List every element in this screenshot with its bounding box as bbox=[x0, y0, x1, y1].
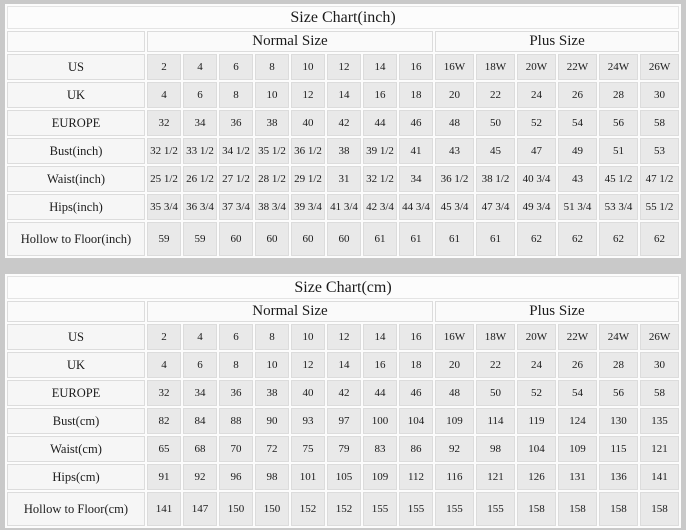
size-cell: 91 bbox=[147, 464, 181, 490]
size-cell: 16 bbox=[399, 324, 433, 350]
size-cell: 61 bbox=[363, 222, 397, 256]
row-label: UK bbox=[7, 352, 145, 378]
table-row bbox=[7, 464, 679, 490]
row-label: US bbox=[7, 324, 145, 350]
size-cell: 8 bbox=[219, 352, 253, 378]
row-label: Hips(cm) bbox=[7, 464, 145, 490]
row-label: Bust(cm) bbox=[7, 408, 145, 434]
size-cell: 62 bbox=[599, 222, 638, 256]
size-cell: 2 bbox=[147, 54, 181, 80]
size-cell: 53 3/4 bbox=[599, 194, 638, 220]
size-cell: 60 bbox=[327, 222, 361, 256]
size-cell: 152 bbox=[327, 492, 361, 526]
size-cell: 82 bbox=[147, 408, 181, 434]
size-cell: 49 bbox=[558, 138, 597, 164]
size-cell: 22W bbox=[558, 324, 597, 350]
size-cell: 60 bbox=[255, 222, 289, 256]
size-cell: 141 bbox=[640, 464, 679, 490]
size-cell: 45 bbox=[476, 138, 515, 164]
size-cell: 4 bbox=[147, 352, 181, 378]
size-cell: 24 bbox=[517, 352, 556, 378]
size-cell: 58 bbox=[640, 380, 679, 406]
size-cell: 97 bbox=[327, 408, 361, 434]
size-cell: 45 3/4 bbox=[435, 194, 474, 220]
size-cell: 61 bbox=[476, 222, 515, 256]
size-cell: 126 bbox=[517, 464, 556, 490]
size-cell: 109 bbox=[435, 408, 474, 434]
size-cell: 158 bbox=[640, 492, 679, 526]
size-cell: 56 bbox=[599, 110, 638, 136]
size-cell: 98 bbox=[255, 464, 289, 490]
size-cell: 32 bbox=[147, 110, 181, 136]
plus-size-header: Plus Size bbox=[435, 301, 679, 322]
table-row bbox=[7, 324, 679, 350]
size-cell: 130 bbox=[599, 408, 638, 434]
row-label: UK bbox=[7, 82, 145, 108]
size-cell: 90 bbox=[255, 408, 289, 434]
size-cell: 105 bbox=[327, 464, 361, 490]
size-cell: 53 bbox=[640, 138, 679, 164]
table-title: Size Chart(cm) bbox=[7, 276, 679, 299]
size-chart-cm bbox=[5, 274, 681, 528]
size-cell: 92 bbox=[435, 436, 474, 462]
size-cell: 12 bbox=[327, 54, 361, 80]
size-cell: 20 bbox=[435, 352, 474, 378]
size-cell: 54 bbox=[558, 110, 597, 136]
size-cell: 38 bbox=[255, 110, 289, 136]
normal-size-header: Normal Size bbox=[147, 31, 433, 52]
size-cell: 20W bbox=[517, 54, 556, 80]
size-cell: 22 bbox=[476, 82, 515, 108]
size-cell: 35 1/2 bbox=[255, 138, 289, 164]
size-cell: 18W bbox=[476, 54, 515, 80]
size-cell: 84 bbox=[183, 408, 217, 434]
size-cell: 41 bbox=[399, 138, 433, 164]
size-cell: 42 bbox=[327, 380, 361, 406]
size-cell: 39 3/4 bbox=[291, 194, 325, 220]
size-cell: 34 bbox=[183, 110, 217, 136]
size-cell: 6 bbox=[219, 54, 253, 80]
size-cell: 44 3/4 bbox=[399, 194, 433, 220]
size-cell: 24W bbox=[599, 54, 638, 80]
size-cell: 42 3/4 bbox=[363, 194, 397, 220]
size-cell: 141 bbox=[147, 492, 181, 526]
size-cell: 42 bbox=[327, 110, 361, 136]
row-label: Hollow to Floor(inch) bbox=[7, 222, 145, 256]
size-cell: 115 bbox=[599, 436, 638, 462]
size-cell: 38 bbox=[255, 380, 289, 406]
size-cell: 155 bbox=[363, 492, 397, 526]
size-cell: 59 bbox=[147, 222, 181, 256]
size-cell: 38 3/4 bbox=[255, 194, 289, 220]
size-cell: 2 bbox=[147, 324, 181, 350]
size-cell: 47 1/2 bbox=[640, 166, 679, 192]
row-label: Waist(inch) bbox=[7, 166, 145, 192]
size-cell: 58 bbox=[640, 110, 679, 136]
size-cell: 10 bbox=[291, 324, 325, 350]
column-group-row bbox=[7, 301, 679, 322]
size-cell: 93 bbox=[291, 408, 325, 434]
size-cell: 62 bbox=[558, 222, 597, 256]
size-cell: 26 bbox=[558, 352, 597, 378]
size-cell: 14 bbox=[327, 352, 361, 378]
table-title: Size Chart(inch) bbox=[7, 6, 679, 29]
size-cell: 114 bbox=[476, 408, 515, 434]
size-chart-inch bbox=[5, 4, 681, 258]
size-cell: 121 bbox=[640, 436, 679, 462]
size-cell: 36 bbox=[219, 380, 253, 406]
table-row bbox=[7, 352, 679, 378]
size-cell: 124 bbox=[558, 408, 597, 434]
size-cell: 28 bbox=[599, 82, 638, 108]
size-cell: 26 1/2 bbox=[183, 166, 217, 192]
size-cell: 155 bbox=[435, 492, 474, 526]
size-cell: 36 bbox=[219, 110, 253, 136]
size-cell: 27 1/2 bbox=[219, 166, 253, 192]
size-cell: 16W bbox=[435, 54, 474, 80]
size-cell: 10 bbox=[255, 82, 289, 108]
size-cell: 31 bbox=[327, 166, 361, 192]
size-cell: 45 1/2 bbox=[599, 166, 638, 192]
row-label: Waist(cm) bbox=[7, 436, 145, 462]
size-cell: 88 bbox=[219, 408, 253, 434]
size-cell: 62 bbox=[517, 222, 556, 256]
size-cell: 40 bbox=[291, 110, 325, 136]
size-cell: 75 bbox=[291, 436, 325, 462]
size-cell: 26W bbox=[640, 324, 679, 350]
size-cell: 46 bbox=[399, 110, 433, 136]
size-cell: 48 bbox=[435, 110, 474, 136]
size-cell: 16 bbox=[399, 54, 433, 80]
size-cell: 51 bbox=[599, 138, 638, 164]
size-cell: 52 bbox=[517, 380, 556, 406]
size-cell: 20 bbox=[435, 82, 474, 108]
size-cell: 30 bbox=[640, 82, 679, 108]
size-cell: 79 bbox=[327, 436, 361, 462]
table-row bbox=[7, 110, 679, 136]
size-cell: 96 bbox=[219, 464, 253, 490]
size-cell: 116 bbox=[435, 464, 474, 490]
size-table bbox=[5, 274, 681, 528]
size-cell: 104 bbox=[517, 436, 556, 462]
size-cell: 32 bbox=[147, 380, 181, 406]
size-cell: 150 bbox=[219, 492, 253, 526]
size-cell: 10 bbox=[255, 352, 289, 378]
size-cell: 48 bbox=[435, 380, 474, 406]
size-cell: 155 bbox=[399, 492, 433, 526]
size-cell: 72 bbox=[255, 436, 289, 462]
size-cell: 44 bbox=[363, 110, 397, 136]
size-cell: 59 bbox=[183, 222, 217, 256]
size-cell: 33 1/2 bbox=[183, 138, 217, 164]
size-cell: 158 bbox=[599, 492, 638, 526]
size-cell: 12 bbox=[291, 352, 325, 378]
size-cell: 18 bbox=[399, 82, 433, 108]
size-cell: 6 bbox=[183, 82, 217, 108]
size-cell: 22W bbox=[558, 54, 597, 80]
size-cell: 25 1/2 bbox=[147, 166, 181, 192]
size-cell: 14 bbox=[327, 82, 361, 108]
size-cell: 100 bbox=[363, 408, 397, 434]
size-cell: 32 1/2 bbox=[363, 166, 397, 192]
size-cell: 158 bbox=[558, 492, 597, 526]
size-cell: 18 bbox=[399, 352, 433, 378]
size-cell: 4 bbox=[183, 324, 217, 350]
size-cell: 56 bbox=[599, 380, 638, 406]
row-label: EUROPE bbox=[7, 380, 145, 406]
blank-corner-cell bbox=[7, 31, 145, 52]
size-cell: 83 bbox=[363, 436, 397, 462]
size-cell: 4 bbox=[147, 82, 181, 108]
size-cell: 47 3/4 bbox=[476, 194, 515, 220]
size-cell: 34 1/2 bbox=[219, 138, 253, 164]
size-cell: 52 bbox=[517, 110, 556, 136]
size-cell: 86 bbox=[399, 436, 433, 462]
size-cell: 131 bbox=[558, 464, 597, 490]
column-group-row bbox=[7, 31, 679, 52]
size-cell: 98 bbox=[476, 436, 515, 462]
table-row bbox=[7, 222, 679, 256]
size-cell: 46 bbox=[399, 380, 433, 406]
size-cell: 35 3/4 bbox=[147, 194, 181, 220]
size-cell: 121 bbox=[476, 464, 515, 490]
size-cell: 155 bbox=[476, 492, 515, 526]
blank-corner-cell bbox=[7, 301, 145, 322]
size-cell: 24W bbox=[599, 324, 638, 350]
size-cell: 92 bbox=[183, 464, 217, 490]
size-cell: 39 1/2 bbox=[363, 138, 397, 164]
size-cell: 32 1/2 bbox=[147, 138, 181, 164]
table-row bbox=[7, 436, 679, 462]
size-cell: 38 1/2 bbox=[476, 166, 515, 192]
size-cell: 26W bbox=[640, 54, 679, 80]
size-cell: 47 bbox=[517, 138, 556, 164]
size-cell: 14 bbox=[363, 324, 397, 350]
size-cell: 43 bbox=[558, 166, 597, 192]
size-cell: 4 bbox=[183, 54, 217, 80]
size-cell: 28 bbox=[599, 352, 638, 378]
table-row bbox=[7, 492, 679, 526]
size-cell: 28 1/2 bbox=[255, 166, 289, 192]
size-cell: 26 bbox=[558, 82, 597, 108]
size-cell: 109 bbox=[363, 464, 397, 490]
size-cell: 8 bbox=[255, 324, 289, 350]
size-cell: 20W bbox=[517, 324, 556, 350]
table-title-row bbox=[7, 6, 679, 29]
size-cell: 8 bbox=[219, 82, 253, 108]
table-row bbox=[7, 380, 679, 406]
size-cell: 152 bbox=[291, 492, 325, 526]
size-cell: 37 3/4 bbox=[219, 194, 253, 220]
size-cell: 101 bbox=[291, 464, 325, 490]
size-cell: 50 bbox=[476, 110, 515, 136]
size-cell: 62 bbox=[640, 222, 679, 256]
size-cell: 119 bbox=[517, 408, 556, 434]
size-cell: 60 bbox=[291, 222, 325, 256]
size-cell: 16 bbox=[363, 352, 397, 378]
table-row bbox=[7, 138, 679, 164]
size-cell: 18W bbox=[476, 324, 515, 350]
normal-size-header: Normal Size bbox=[147, 301, 433, 322]
size-cell: 68 bbox=[183, 436, 217, 462]
size-cell: 51 3/4 bbox=[558, 194, 597, 220]
size-cell: 61 bbox=[399, 222, 433, 256]
size-cell: 38 bbox=[327, 138, 361, 164]
size-cell: 65 bbox=[147, 436, 181, 462]
size-cell: 36 1/2 bbox=[291, 138, 325, 164]
table-row bbox=[7, 54, 679, 80]
size-cell: 34 bbox=[183, 380, 217, 406]
size-cell: 158 bbox=[517, 492, 556, 526]
size-cell: 6 bbox=[219, 324, 253, 350]
size-cell: 16W bbox=[435, 324, 474, 350]
size-cell: 49 3/4 bbox=[517, 194, 556, 220]
size-cell: 24 bbox=[517, 82, 556, 108]
size-cell: 50 bbox=[476, 380, 515, 406]
size-cell: 10 bbox=[291, 54, 325, 80]
size-cell: 109 bbox=[558, 436, 597, 462]
size-cell: 136 bbox=[599, 464, 638, 490]
size-cell: 44 bbox=[363, 380, 397, 406]
plus-size-header: Plus Size bbox=[435, 31, 679, 52]
row-label: US bbox=[7, 54, 145, 80]
size-cell: 34 bbox=[399, 166, 433, 192]
size-cell: 54 bbox=[558, 380, 597, 406]
size-cell: 150 bbox=[255, 492, 289, 526]
row-label: Hollow to Floor(cm) bbox=[7, 492, 145, 526]
size-cell: 16 bbox=[363, 82, 397, 108]
size-cell: 29 1/2 bbox=[291, 166, 325, 192]
size-cell: 36 1/2 bbox=[435, 166, 474, 192]
size-cell: 61 bbox=[435, 222, 474, 256]
table-row bbox=[7, 408, 679, 434]
size-cell: 147 bbox=[183, 492, 217, 526]
row-label: Hips(inch) bbox=[7, 194, 145, 220]
size-cell: 12 bbox=[327, 324, 361, 350]
size-cell: 30 bbox=[640, 352, 679, 378]
size-cell: 112 bbox=[399, 464, 433, 490]
row-label: EUROPE bbox=[7, 110, 145, 136]
size-cell: 135 bbox=[640, 408, 679, 434]
table-row bbox=[7, 82, 679, 108]
table-row bbox=[7, 166, 679, 192]
size-cell: 12 bbox=[291, 82, 325, 108]
size-cell: 104 bbox=[399, 408, 433, 434]
size-cell: 70 bbox=[219, 436, 253, 462]
size-cell: 41 3/4 bbox=[327, 194, 361, 220]
row-label: Bust(inch) bbox=[7, 138, 145, 164]
size-cell: 8 bbox=[255, 54, 289, 80]
size-cell: 43 bbox=[435, 138, 474, 164]
size-cell: 55 1/2 bbox=[640, 194, 679, 220]
size-cell: 40 bbox=[291, 380, 325, 406]
size-cell: 60 bbox=[219, 222, 253, 256]
size-cell: 14 bbox=[363, 54, 397, 80]
size-cell: 6 bbox=[183, 352, 217, 378]
size-cell: 36 3/4 bbox=[183, 194, 217, 220]
size-cell: 22 bbox=[476, 352, 515, 378]
table-row bbox=[7, 194, 679, 220]
size-table bbox=[5, 4, 681, 258]
size-cell: 40 3/4 bbox=[517, 166, 556, 192]
table-title-row bbox=[7, 276, 679, 299]
